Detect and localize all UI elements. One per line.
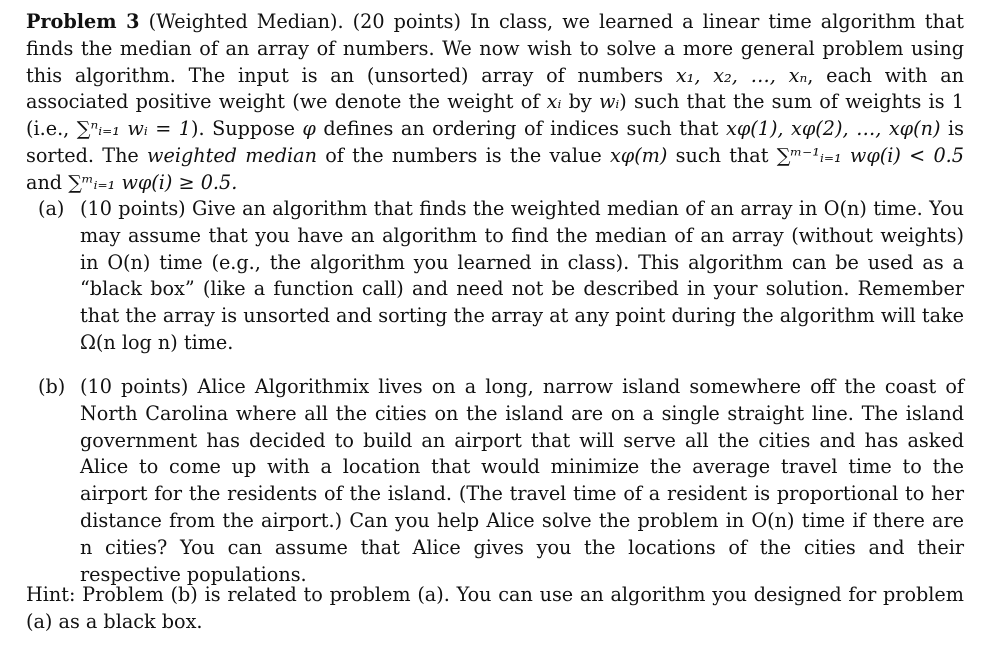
math-xi: xᵢ <box>546 90 562 114</box>
math-x-phi-m: xφ(m) <box>609 143 668 167</box>
problem-text: ) such that the sum of weights is 1 (i.e., <box>26 90 964 141</box>
math-ordered-sequence: xφ(1), xφ(2), …, xφ(n) <box>726 117 941 141</box>
hint-text: Hint: Problem (b) is related to problem (a). You can use an algorithm you designed for problem (a) as a black box. <box>26 583 964 633</box>
problem-text: by <box>568 90 592 114</box>
problem-text: ). Suppose <box>191 117 295 141</box>
part-b-label: (b) <box>38 375 66 398</box>
problem-text: is sorted. The <box>26 117 964 167</box>
part-a-label: (a) <box>38 197 65 220</box>
problem-points: (20 points) <box>352 10 461 33</box>
problem-heading: Problem 3 <box>26 10 140 33</box>
part-b-text: (10 points) Alice Algorithmix lives on a long, narrow island somewhere off the coast of North Carolina where all the cities on the island are on a single straight line. The island government has decided to build an airport that will serve all the cities and has asked Alice to come up with a location that would minimize the average travel time to the airport for the residents of the island. (The travel time of a resident is proportional to her distance from the airport.) Can you help Alice solve the problem in O(n) time if there are n cities? You can assume that Alice gives you the locations of the cities and their respective populations. <box>80 375 964 586</box>
problem-text: such that <box>675 143 769 167</box>
math-weight-sum: ∑ⁿᵢ₌₁ wᵢ = 1 <box>76 117 192 141</box>
problem-text: In class, we learned a linear time algorithm that finds the median of an array of numbers. We now wish to solve a more general problem using this algorithm. The input is an (unsorted) array of numbers <box>26 10 965 87</box>
part-a-text: (10 points) Give an algorithm that finds the weighted median of an array in O(n) time. You may assume that you have an algorithm to find the median of an array (without weights) in O(n) time (e.g., the algorithm you learned in class). This algorithm can be used as a “black box” (like a function call) and need not be described in your solution. Remember that the array is unsorted and sorting the array at any point during the algorithm will take Ω(n log n) time. <box>80 197 964 354</box>
problem-subtitle: (Weighted Median). <box>148 10 344 33</box>
hint <box>26 582 964 636</box>
problem-text: of the numbers is the value <box>325 143 602 167</box>
math-x-sequence: x₁, x₂, …, xₙ <box>675 63 808 87</box>
problem-text: , each with an associated positive weight (we denote the weight of <box>26 63 964 114</box>
problem-statement <box>26 9 964 197</box>
math-condition-lower: ∑ᵐ⁻¹ᵢ₌₁ wφ(i) < 0.5 <box>776 143 964 167</box>
math-condition-upper: ∑ᵐᵢ₌₁ wφ(i) ≥ 0.5. <box>68 170 238 194</box>
problem-text: defines an ordering of indices such that <box>323 117 719 141</box>
math-phi: φ <box>302 117 316 141</box>
math-wi: wᵢ <box>598 90 620 114</box>
part-a <box>38 196 964 357</box>
weighted-median-term: weighted median <box>147 143 317 167</box>
part-b <box>38 374 964 588</box>
problem-text: and <box>26 170 63 194</box>
